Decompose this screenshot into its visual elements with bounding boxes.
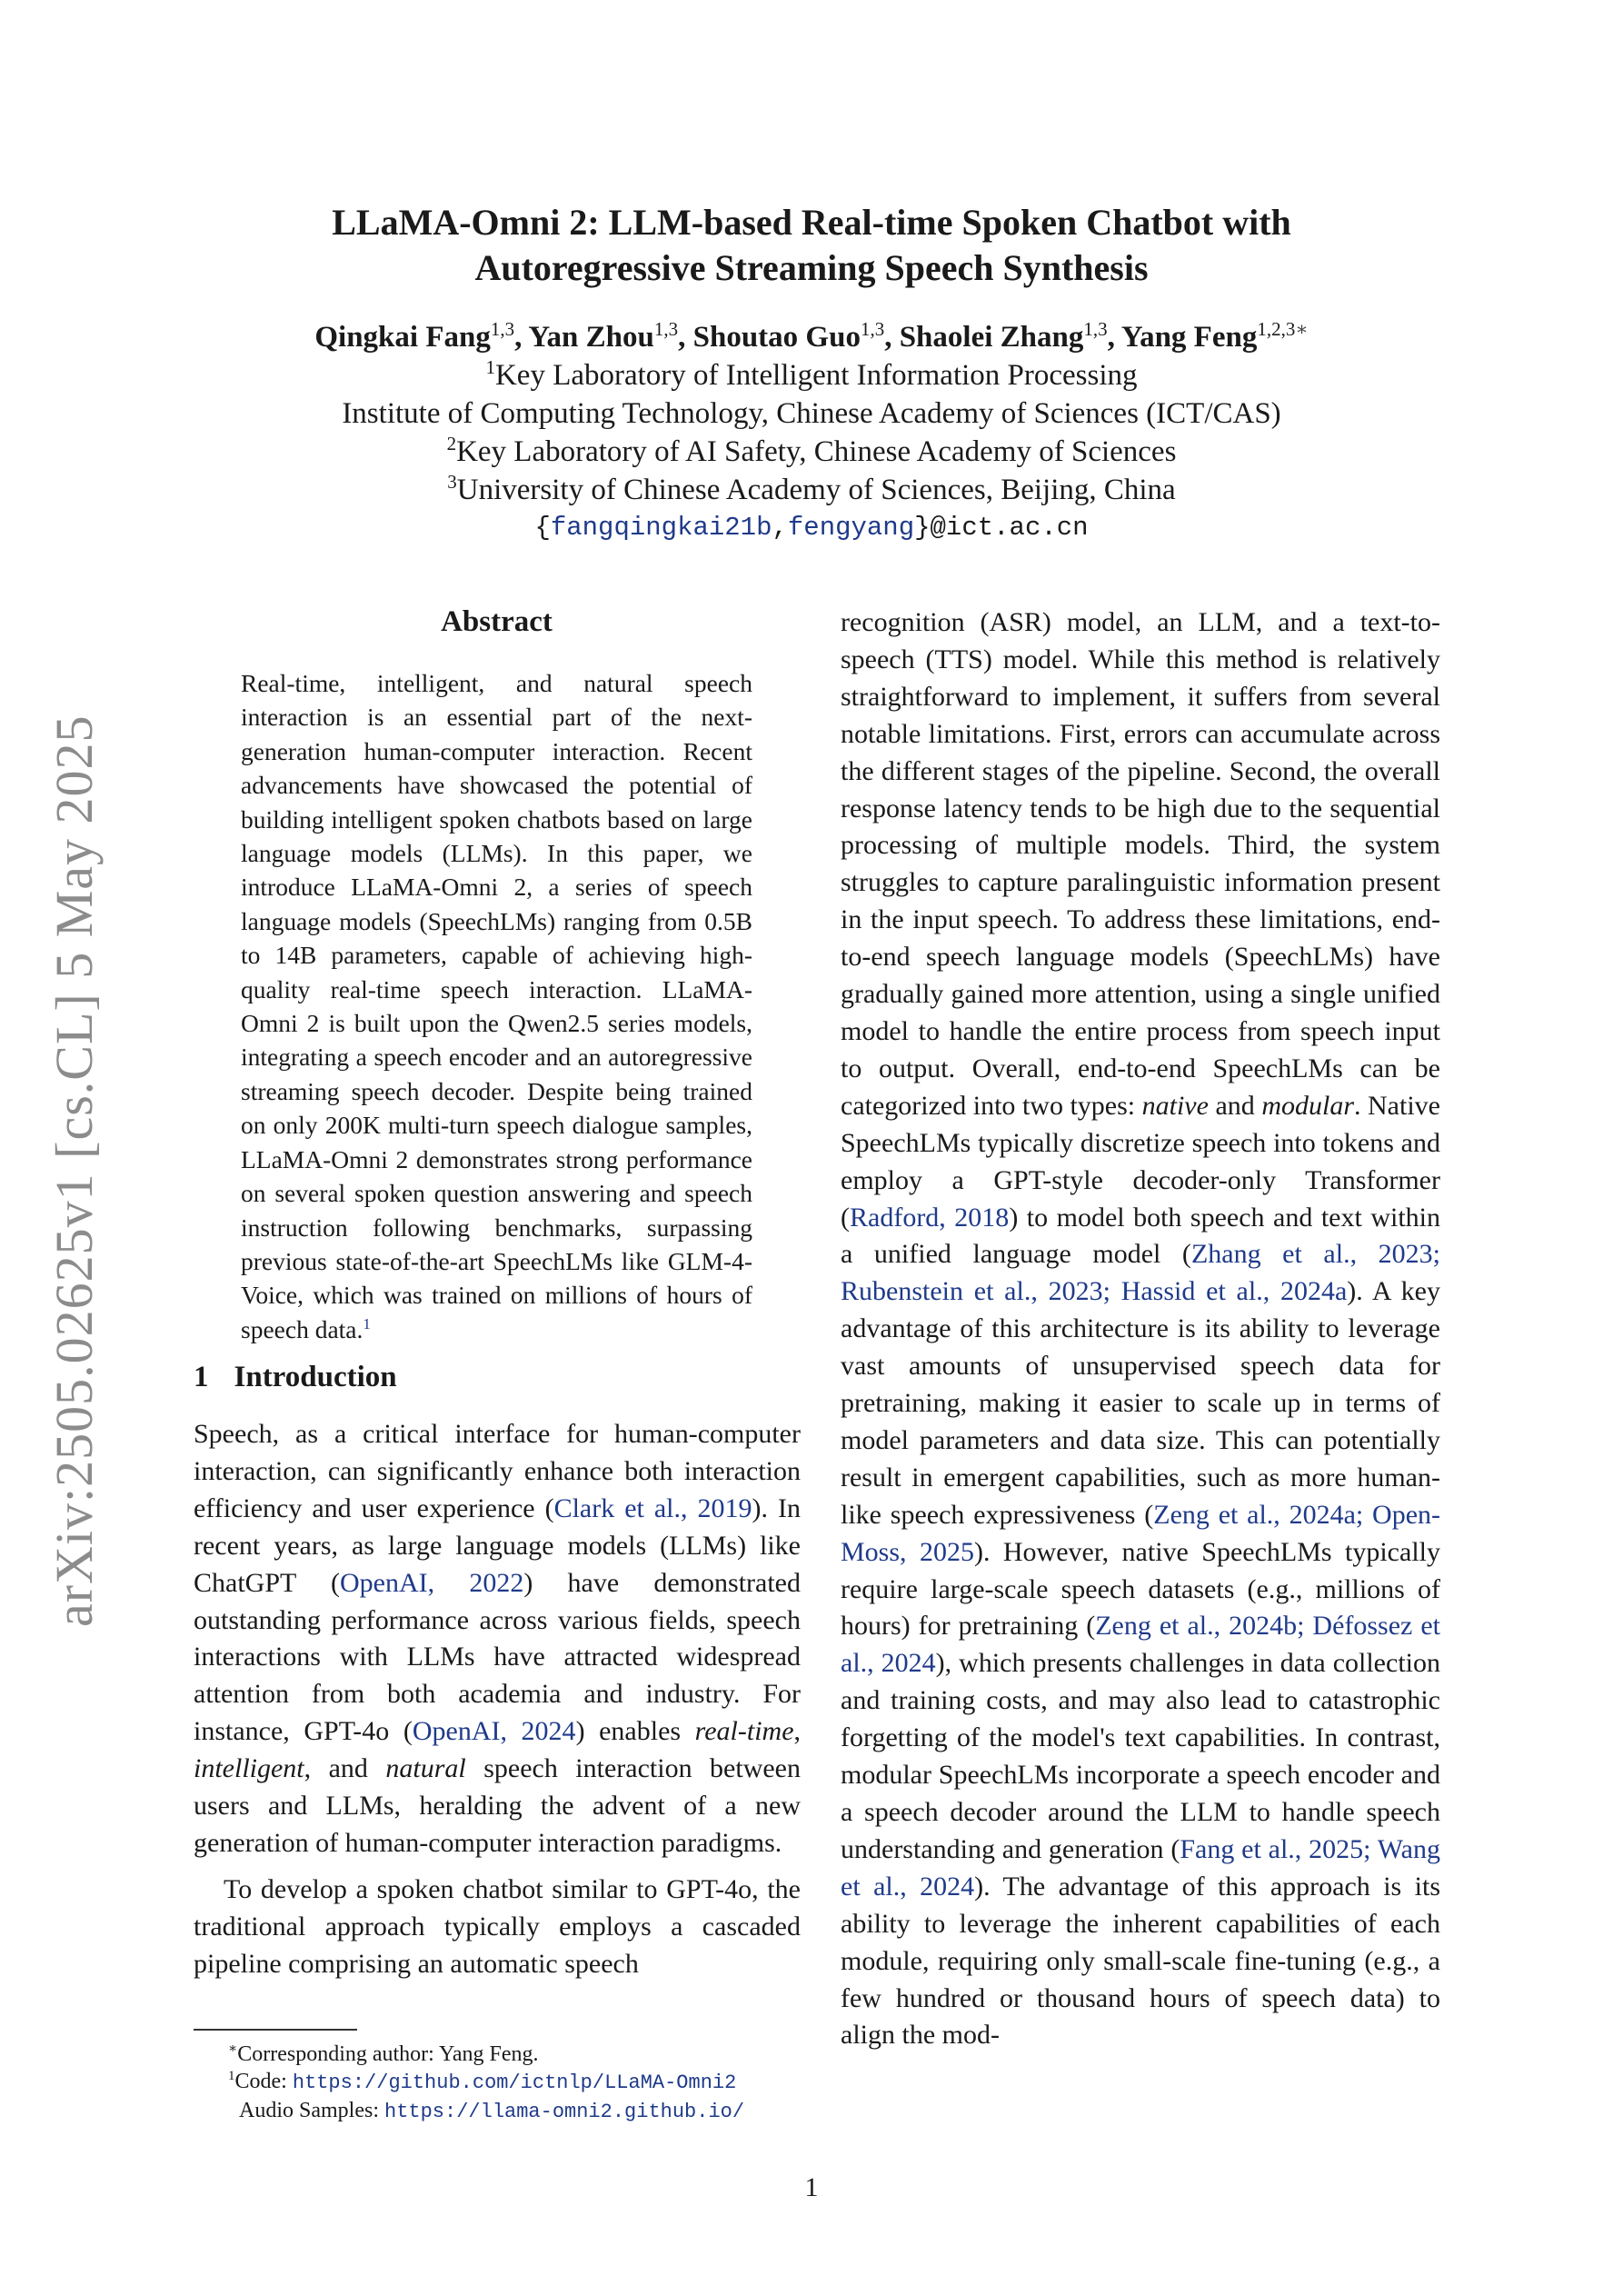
- author-affil-sup: 1,3: [1083, 318, 1108, 340]
- intro-paragraph-2: To develop a spoken chatbot similar to GPT-4o, the traditional approach typically employs a cascaded pipeline comprising an automatic speech: [194, 1873, 801, 1979]
- footnotes: [194, 2041, 801, 2126]
- author-affil-sup: 1,3: [860, 318, 885, 340]
- abstract-body: Real-time, intelligent, and natural speech interaction is an essential part of the next-generation human-computer interaction. Recent advancements have showcased the potential of building intelligent spoken chatbots based on large language models (LLMs). In this paper, we introduce LLaMA-Omni 2, a series of speech language models (SpeechLMs) ranging from 0.5B to 14B parameters, capable of achieving high-quality real-time speech interaction. LLaMA-Omni 2 is built upon the Qwen2.5 series models, integrating a speech encoder and an autoregressive streaming speech decoder. Despite being trained on only 200K multi-turn speech dialogue samples, LLaMA-Omni 2 demonstrates strong performance on several spoken question answering and speech instruction following benchmarks, surpassing previous state-of-the-art SpeechLMs like GLM-4-Voice, which was trained on millions of hours of speech data.$^1$: [241, 669, 752, 1343]
- email-link[interactable]: fangqingkai21b: [550, 513, 772, 543]
- footnote-divider: [194, 2029, 357, 2031]
- title-line-2: Autoregressive Streaming Speech Synthesis: [474, 247, 1149, 288]
- email-link[interactable]: fengyang: [787, 513, 915, 543]
- footnote-code: $^1$Code: https://github.com/ictnlp/LLaMA-Omni2: [228, 2069, 737, 2094]
- author-name: Yang Feng: [1120, 321, 1258, 354]
- abstract-section: [241, 603, 752, 1346]
- author-list: Qingkai Fang$^{1,3}$, Yan Zhou$^{1,3}$, Shoutao Guo$^{1,3}$, Shaolei Zhang$^{1,3}$, Yang Feng$^{1,2,3∗}$: [314, 318, 1309, 354]
- affiliation-2: $^2$Key Laboratory of AI Safety, Chinese Academy of Sciences: [446, 433, 1177, 468]
- right-column-text: [841, 604, 1440, 2054]
- citation-link[interactable]: Zeng et al., 2024b; Défossez et al., 2024: [841, 1611, 1440, 1679]
- section-heading: 1 Introduction: [194, 1361, 397, 1393]
- citation-link[interactable]: OpenAI, 2022: [340, 1567, 524, 1598]
- affiliation-1-institute: Institute of Computing Technology, Chinese Academy of Sciences (ICT/CAS): [342, 397, 1281, 430]
- author-name: Qingkai Fang: [314, 321, 491, 354]
- author-emails: {fangqingkai21b,fengyang}@ict.ac.cn: [534, 513, 1089, 543]
- citation-link[interactable]: Fang et al., 2025; Wang et al., 2024: [841, 1833, 1440, 1902]
- citation-link[interactable]: Zeng et al., 2024a; Open-Moss, 2025: [841, 1499, 1440, 1567]
- intro-paragraph-2-continued: recognition (ASR) model, an LLM, and a text-to-speech (TTS) model. While this method is relatively straightforward to implement, it suffers from several notable limitations. First, errors can accumulate across the different stages of the pipeline. Second, the overall response latency tends to be high due to the sequential processing of multiple models. Third, the system struggles to capture paralinguistic information present in the input speech. To address these limitations, end-to-end speech language models (SpeechLMs) have gradually gained more attention, using a single unified model to handle the entire process from speech input to output. Overall, end-to-end SpeechLMs can be categorized into two types: native and modular. Native SpeechLMs typically discretize speech into tokens and employ a GPT-style decoder-only Transformer (Radford, 2018) to model both speech and text within a unified language model (Zhang et al., 2023; Rubenstein et al., 2023; Hassid et al., 2024a). A key advantage of this architecture is its ability to leverage vast amounts of unsupervised speech data for pretraining, making it easier to scale up in terms of model parameters and data size. This can potentially result in emergent capabilities, such as more human-like speech expressiveness (Zeng et al., 2024a; Open-Moss, 2025). However, native SpeechLMs typically require large-scale speech datasets (e.g., millions of hours) for pretraining (Zeng et al., 2024b; Défossez et al., 2024), which presents challenges in data collection and training costs, and may also lead to catastrophic forgetting of the model's text capabilities. In contrast, modular SpeechLMs incorporate a speech encoder and a speech decoder around the LLM to handle speech understanding and generation (Fang et al., 2025; Wang et al., 2024). The advantage of this approach is its ability to leverage the inherent capabilities of each module, requiring only small-scale fine-tuning (e.g., a few hundred or thousand hours of speech data) to align the mod-: [841, 607, 1440, 2051]
- footnote-ref[interactable]: 1: [363, 1314, 371, 1333]
- introduction-section: [194, 1358, 801, 1983]
- paper-header: [194, 200, 1429, 547]
- corresponding-author-mark: ∗: [1295, 318, 1309, 340]
- author-name: Yan Zhou: [528, 321, 654, 354]
- page-number: 1: [804, 2172, 819, 2202]
- author-affil-sup: 1,3: [653, 318, 679, 340]
- citation-link[interactable]: Zhang et al., 2023; Rubenstein et al., 2023; Hassid et al., 2024a: [841, 1239, 1440, 1307]
- affiliation-1: $^1$Key Laboratory of Intelligent Information Processing: [485, 356, 1138, 392]
- citation-link[interactable]: Clark et al., 2019: [553, 1492, 752, 1523]
- author-name: Shoutao Guo: [692, 321, 861, 354]
- paper-title: [194, 200, 1429, 291]
- title-line-1: LLaMA-Omni 2: LLM-based Real-time Spoken Chatbot with: [332, 202, 1291, 243]
- audio-samples-link[interactable]: https://llama-omni2.github.io/: [384, 2101, 745, 2123]
- code-url-link[interactable]: https://github.com/ictnlp/LLaMA-Omni2: [292, 2071, 737, 2094]
- affiliation-3: $^3$University of Chinese Academy of Sciences, Beijing, China: [447, 471, 1176, 506]
- author-name: Shaolei Zhang: [899, 321, 1084, 354]
- abstract-heading: Abstract: [441, 605, 553, 638]
- intro-paragraph-1: Speech, as a critical interface for human-computer interaction, can significantly enhance both interaction efficiency and user experience (Clark et al., 2019). In recent years, as large language models (LLMs) like ChatGPT (OpenAI, 2022) have demonstrated outstanding performance across various fields, speech interactions with LLMs have attracted widespread attention from both academia and industry. For instance, GPT-4o (OpenAI, 2024) enables real-time, intelligent, and natural speech interaction between users and LLMs, heralding the advent of a new generation of human-computer interaction paradigms.: [194, 1419, 802, 1858]
- author-affil-sup: 1,2,3: [1257, 318, 1296, 340]
- footnote-corresponding: ∗Corresponding author: Yang Feng.: [228, 2041, 539, 2066]
- arxiv-identifier: arXiv:2505.02625v1 [cs.CL] 5 May 2025: [45, 714, 104, 1627]
- footnote-audio: Audio Samples: https://llama-omni2.github.io/: [239, 2099, 745, 2123]
- author-affil-sup: 1,3: [490, 318, 515, 340]
- citation-link[interactable]: OpenAI, 2024: [412, 1716, 576, 1747]
- citation-link[interactable]: Radford, 2018: [850, 1202, 1010, 1233]
